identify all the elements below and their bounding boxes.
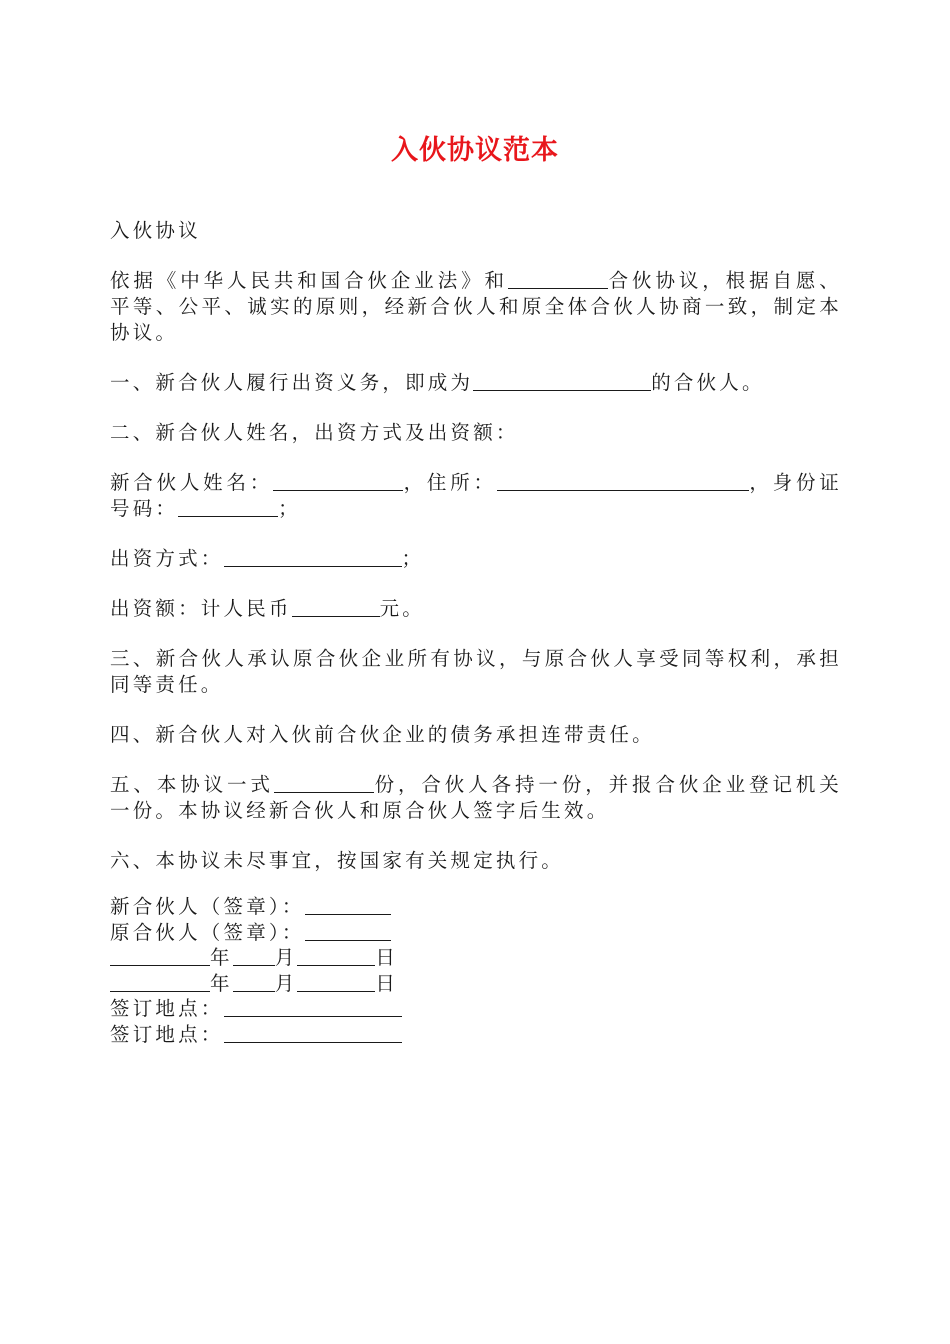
signing-place-blank-1[interactable] <box>224 996 402 1017</box>
partner-info-paragraph: 新合伙人姓名： ，住所： ，身份证号码： ； <box>110 471 842 520</box>
year-blank-2[interactable] <box>110 971 210 992</box>
clause-5: 五、本协议一式 份，合伙人各持一份，并报合伙企业登记机关一份。本协议经新合伙人和原合伙人签字后生效。 <box>110 773 842 822</box>
contribution-amount-blank[interactable] <box>292 596 380 617</box>
old-partner-signature-line: 原合伙人（签章）： <box>110 920 842 946</box>
partner-name-blank[interactable] <box>273 470 403 491</box>
day-blank-2[interactable] <box>297 971 375 992</box>
signing-place-line-2: 签订地点： <box>110 1022 842 1048</box>
signing-place-line-1: 签订地点： <box>110 996 842 1022</box>
date-line-2: 年 月 日 <box>110 971 842 997</box>
copies-count-blank[interactable] <box>274 772 374 793</box>
id-number-blank[interactable] <box>178 496 278 517</box>
new-partner-signature-line: 新合伙人（签章）： <box>110 894 842 920</box>
signature-block <box>110 894 842 1047</box>
date-line-1: 年 月 日 <box>110 945 842 971</box>
agreement-heading: 入伙协议 <box>110 219 201 242</box>
year-blank-1[interactable] <box>110 945 210 966</box>
intro-paragraph: 依据《中华人民共和国合伙企业法》和 合伙协议，根据自愿、平等、公平、诚实的原则，经新合伙人和原全体合伙人协商一致，制定本协议。 <box>110 269 842 344</box>
clause-3: 三、新合伙人承认原合伙企业所有协议，与原合伙人享受同等权利，承担同等责任。 <box>110 647 842 696</box>
contribution-method-line: 出资方式： ； <box>110 547 425 570</box>
agreement-name-blank[interactable] <box>508 268 608 289</box>
address-blank[interactable] <box>497 470 749 491</box>
new-partner-signature-blank[interactable] <box>305 894 391 915</box>
document-body <box>110 218 842 1047</box>
clause-2: 二、新合伙人姓名，出资方式及出资额： <box>110 421 519 444</box>
clause-1: 一、新合伙人履行出资义务，即成为 的合伙人。 <box>110 371 765 394</box>
clause-4: 四、新合伙人对入伙前合伙企业的债务承担连带责任。 <box>110 723 655 746</box>
clause-6: 六、本协议未尽事宜，按国家有关规定执行。 <box>110 849 565 872</box>
day-blank-1[interactable] <box>297 945 375 966</box>
contribution-method-blank[interactable] <box>224 546 402 567</box>
old-partner-signature-blank[interactable] <box>305 920 391 941</box>
month-blank-2[interactable] <box>233 971 275 992</box>
signing-place-blank-2[interactable] <box>224 1022 402 1043</box>
document-title: 入伙协议范本 <box>391 135 559 166</box>
enterprise-name-blank[interactable] <box>473 370 651 391</box>
contribution-amount-line: 出资额：计人民币 元。 <box>110 597 426 620</box>
month-blank-1[interactable] <box>233 945 275 966</box>
